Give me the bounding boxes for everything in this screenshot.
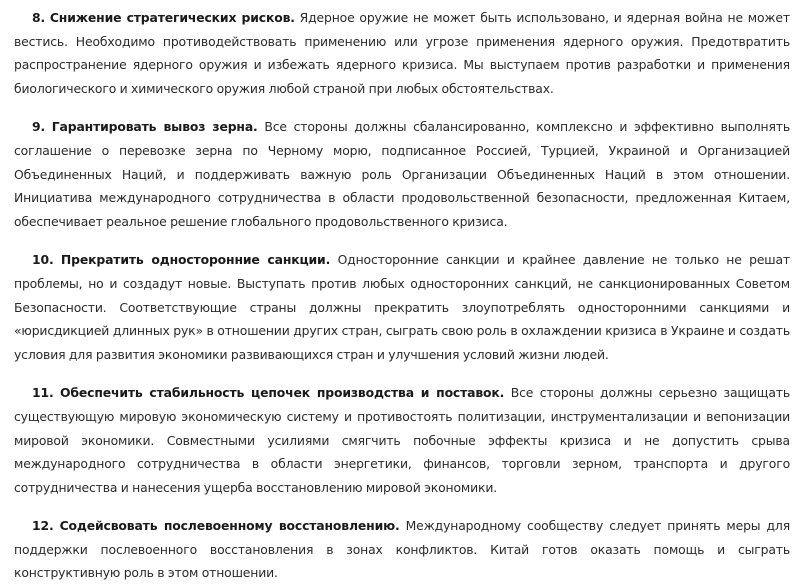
point-heading: Снижение стратегических рисков. (49, 10, 295, 25)
point-11 (14, 381, 790, 499)
point-heading: Содейсвовать послевоенному восстановлению. (59, 518, 400, 534)
point-body: Все стороны должны сбалансированно, комплексно и эффективно выполнять соглашение о перевозке зерна по Черному морю, подписанное Россией, Турцией, Украиной и Организацией Объединенных Наций, и поддерживать важную роль Организации Объединенных Наций в этом отношении. Инициатива международного сотрудничества в области продовольственной безопасности, предложенная Китаем, обеспечивает реальное решение глобального продовольственного кризиса. (14, 119, 791, 229)
point-number: 12. (32, 518, 54, 534)
point-body: Все стороны должны серьезно защищать существующую мировую экономическую систему и противостоять политизации, инструментализации и вепонизации мировой экономики. Совместными усилиями смягчить побочные эффекты кризиса и не допустить срыва международного сотрудничества в области энергетики, финансов, торговли зерном, транспорта и другого сотрудничества и нанесения ущерба восстановлению мировой экономики. (14, 385, 790, 495)
point-body: Односторонние санкции и крайнее давление не только не решат проблемы, но и создадут новые. Выступать против любых односторонних санкций, не санкционированных Советом Безопасности. Соответствующие страны должны прекратить злоупотреблять односторонними санкциями и «юрисдикцией длинных рук» в отношении других стран, сыграть свою роль в охлаждении кризиса в Украине и создать условия для развития экономики развивающихся стран и улучшения условий жизни людей. (14, 252, 790, 362)
point-number: 11. (32, 385, 54, 401)
point-12 (14, 514, 790, 585)
point-number: 8. (32, 10, 46, 25)
point-heading: Обеспечить стабильность цепочек производства и поставок. (59, 385, 505, 401)
point-heading: Гарантировать вывоз зерна. (51, 119, 258, 135)
point-number: 10. (32, 252, 54, 268)
point-body: Международному сообществу следует принять меры для поддержки послевоенного восстановления в зонах конфликтов. Китай готов оказать помощь и сыграть конструктивную роль в этом отношении. (14, 518, 791, 581)
point-9 (14, 115, 790, 233)
point-number: 9. (32, 119, 46, 135)
point-10 (14, 248, 790, 366)
point-heading: Прекратить односторонние санкции. (60, 252, 331, 268)
point-8 (14, 6, 790, 100)
point-body: Ядерное оружие не может быть использовано, и ядерная война не может вестись. Необходимо противодействовать применению или угрозе применения ядерного оружия. Предотвратить распространение ядерного оружия и избежать ядерного кризиса. Мы выступаем против разработки и применения биологического и химического оружия любой страной при любых обстоятельствах. (14, 10, 790, 96)
